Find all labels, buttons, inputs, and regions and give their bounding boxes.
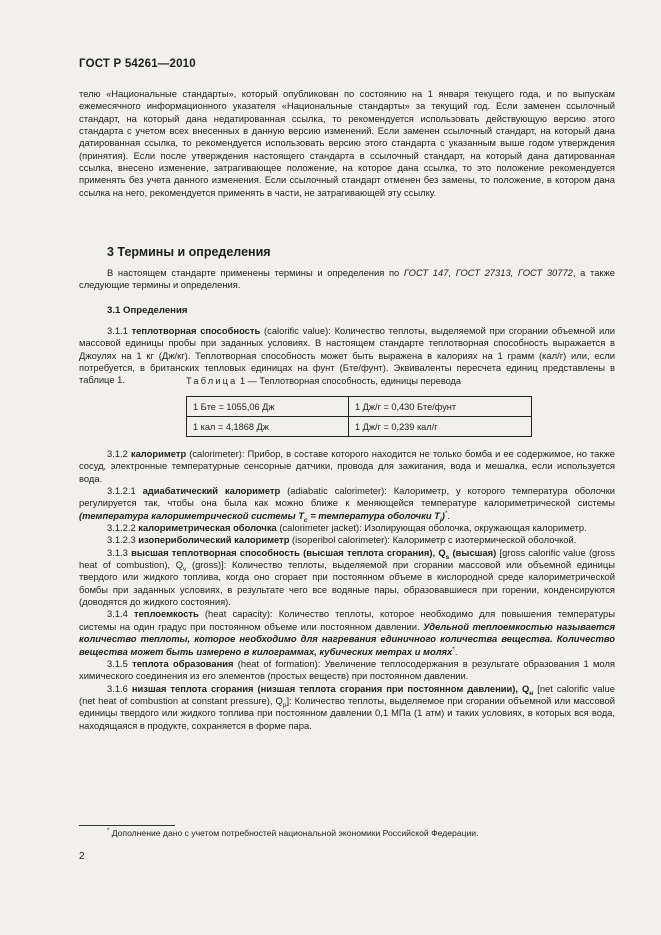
term-name: изопериболический калориметр xyxy=(138,534,290,546)
term-name: калориметрическая оболочка xyxy=(138,522,277,534)
section-title: 3 Термины и определения xyxy=(107,245,271,259)
term-3-1-3: 3.1.3 высшая теплотворная способность (высшая теплота сгорания), $Q_s$ (высшая) [gross calorific value (gross heat of combustion), $Q_v$ (gross)]: Количество теплоты, выделяемой при сгорании массовой или объемной единицы твердого или жидкого топлива, когда оно сгорает при постоянном объеме в кислородной среде калориметрической бомбы при заданных условиях, в результате чего все водяные пары, образовавшиеся при горении, конденсируются (доводятся до жидкого состояния). xyxy=(79,546,616,608)
conversion-table xyxy=(186,396,532,437)
term-number: 3.1.2.2 xyxy=(107,522,139,534)
term-name: теплотворная способность xyxy=(131,325,261,336)
table-cell: 1 кал = 4,1868 Дж xyxy=(187,417,349,437)
table-row xyxy=(187,397,532,417)
footnote-mark: * xyxy=(107,828,110,835)
term-3-1-5 xyxy=(79,658,615,683)
footnote-ref: * xyxy=(452,645,455,653)
term-number: 3.1.3 xyxy=(107,546,132,558)
term-number: 3.1.6 xyxy=(107,682,132,694)
term-number: 3.1.5 xyxy=(107,657,133,669)
term-name: адиабатический калориметр xyxy=(142,485,281,497)
footnote-text: Дополнение дано с учетом потребностей национальной экономики Российской Федерации. xyxy=(109,828,479,838)
term-3-1-2 xyxy=(79,448,615,485)
term-definition: (calorimeter jacket): Изолирующая оболочка, окружающая калориметр. xyxy=(276,522,587,534)
table-caption-word: Таблица xyxy=(186,376,238,386)
term-3-1-2-1: 3.1.2.1 адиабатический калориметр (adiabatic calorimeter): Калориметр, у которого температура оболочки регулируется так, чтобы она была как можно ближе к меняющейся температуре калориметрической системы (температура калориметрической системы $T_c$ = температура оболочки $T_j)^*$. xyxy=(79,485,615,524)
intro-paragraph xyxy=(79,88,615,199)
standard-code-header: ГОСТ Р 54261—2010 xyxy=(79,58,196,70)
footnote xyxy=(107,828,479,838)
term-definition: (gross)]: Количество теплоты, выделяемой при сгорании массовой или объемной единицы твердого или жидкого топлива, когда оно сгорает при постоянном объеме в кислородной среде калориметрической бомбы при заданных условиях, в результате чего все водяные пары, образовавшиеся при горении, конденсируются (доводятся до жидкого состояния). xyxy=(79,559,616,608)
table-caption-text: 1 — Теплотворная способность, единицы перевода xyxy=(237,376,461,386)
term-name: низшая теплота сгорания (низшая теплота сгорания при постоянном давлении), $Q_н$ xyxy=(131,682,534,697)
term-addition: Удельной теплоемкостью называется количество теплоты, которое необходимо для нагревания единичного количества вещества. Количество вещества может быть измерено в килограммах, кубических метрах и молях xyxy=(79,620,616,657)
term-definition: (heat of formation): Увеличение теплосодержания в результате образования 1 моля химического соединения из его элементов (простых веществ) при постоянном давлении. xyxy=(79,657,615,682)
lead-text-a: В настоящем стандарте применены термины и определения по xyxy=(107,267,404,278)
footnote-divider xyxy=(79,825,175,826)
term-name: теплота образования xyxy=(132,657,234,669)
intro-text: телю «Национальные стандарты», который опубликован по состоянию на 1 января текущего года, и по выпускам ежемесячного информационного указателя «Национальные стандарты» за текущий год. Если заменен ссылочный стандарт, на который дана недатированная ссылка, то рекомендуется использовать действующую версию этого стандарта с учетом всех внесенных в данную версию изменений. Если заменен ссылочный стандарт, на который дана датированная ссылка, то рекомендуется использовать версию этого стандарта с указанным выше годом утверждения (принятия). Если после утверждения настоящего стандарта в ссылочный стандарт, на который дана датированная ссылка, внесено изменение, затрагивающее положение, на которое дана ссылка, то это положение рекомендуется применять без учета данного изменения. Если ссылочный стандарт отменен без замены, то положение, в котором дана ссылка на него, рекомендуется применять в части, не затрагивающей эту ссылку. xyxy=(79,88,615,198)
term-definition: (heat capacity): Количество теплоты, которое необходимо для повышения температуры системы на один градус при постоянном объеме или постоянном давлении. xyxy=(79,608,615,632)
subsection-title: 3.1 Определения xyxy=(107,305,188,316)
term-name: высшая теплотворная способность (высшая теплота сгорания), $Q_s$ (высшая) xyxy=(131,546,497,561)
term-3-1-2-3 xyxy=(79,534,615,546)
term-3-1-2-2 xyxy=(79,522,615,534)
term-number: 3.1.2 xyxy=(107,448,131,459)
term-definition: (isoperibol calorimeter): Калориметр с изотермической оболочкой. xyxy=(289,534,577,546)
term-number: 3.1.4 xyxy=(107,608,134,620)
term-addition: (температура калориметрической системы $T_c$ = температура оболочки $T_j$) xyxy=(79,509,445,524)
term-definition: (calorific value): Количество теплоты, выделяемой при сгорании объемной или массовой единицы пробы при заданных условиях. В настоящем стандарте теплотворная способность выражается в Джоулях на 1 кг (Дж/кг). Теплотворная способность может быть выражена в калориях на 1 грамм (кал/г) или, если потребуется, в британских тепловых единицах на фунт (Бте/фунт). Эквиваленты пересчета единиц представлены в таблице 1. xyxy=(79,325,615,386)
table-cell: 1 Дж/г = 0,430 Бте/фунт xyxy=(349,397,532,417)
table-row xyxy=(187,417,532,437)
term-number: 3.1.2.1 xyxy=(107,485,143,497)
table-cell: 1 Бте = 1055,06 Дж xyxy=(187,397,349,417)
table-cell: 1 Дж/г = 0,239 кал/г xyxy=(349,417,532,437)
term-name: калориметр xyxy=(130,448,187,459)
term-definition: (calorimeter): Прибор, в составе которого находится не только бомба и ее содержимое, но также сосуд, электронные температурные сенсорные датчики, провода для зажигания, вода и мешалка, если используется вода. xyxy=(79,448,615,484)
page-number: 2 xyxy=(79,851,85,862)
footnote-ref: * xyxy=(444,509,448,517)
term-3-1-6: 3.1.6 низшая теплота сгорания (низшая теплота сгорания при постоянном давлении), $Q_н$ [net calorific value (net heat of combustion at constant pressure), $Q_p$]: Количество теплоты, выделяемое при сгорании объемной или массовой единицы твердого или жидкого топлива при постоянном давлении 0,1 МПа (1 атм) и таких условиях, в которых вся вода, находящаяся в продукте, сохраняется в форме пара. xyxy=(79,682,615,731)
term-definition: ]: Количество теплоты, выделяемое при сгорании объемной или массовой единицы твердого или жидкого топлива при постоянном давлении 0,1 МПа (1 атм) и таких условиях, в которых вся вода, находящаяся в продукте, сохраняется в форме пара. xyxy=(79,694,615,731)
term-3-1-4: 3.1.4 теплоемкость (heat capacity): Количество теплоты, которое необходимо для повышения температуры системы на один градус при постоянном объеме или постоянном давлении. Удельной теплоемкостью называется количество теплоты, которое необходимо для нагревания единичного количества вещества. Количество вещества может быть измерено в килограммах, кубических метрах и молях*. xyxy=(79,608,616,657)
lead-text-b: , а также следующие термины и определения. xyxy=(79,267,616,291)
term-definition: (adiabatic calorimeter): Калориметр, у которого температура оболочки регулируется так, чтобы она была как можно ближе к меняющейся температуре калориметрической системы xyxy=(79,485,615,509)
term-number: 3.1.1 xyxy=(107,325,132,336)
term-number: 3.1.2.3 xyxy=(107,534,139,546)
table-caption xyxy=(186,376,461,386)
section-lead xyxy=(79,267,615,292)
terms-block xyxy=(79,448,615,732)
term-name: теплоемкость xyxy=(134,608,199,620)
lead-refs: ГОСТ 147, ГОСТ 27313, ГОСТ 30772 xyxy=(403,267,573,278)
